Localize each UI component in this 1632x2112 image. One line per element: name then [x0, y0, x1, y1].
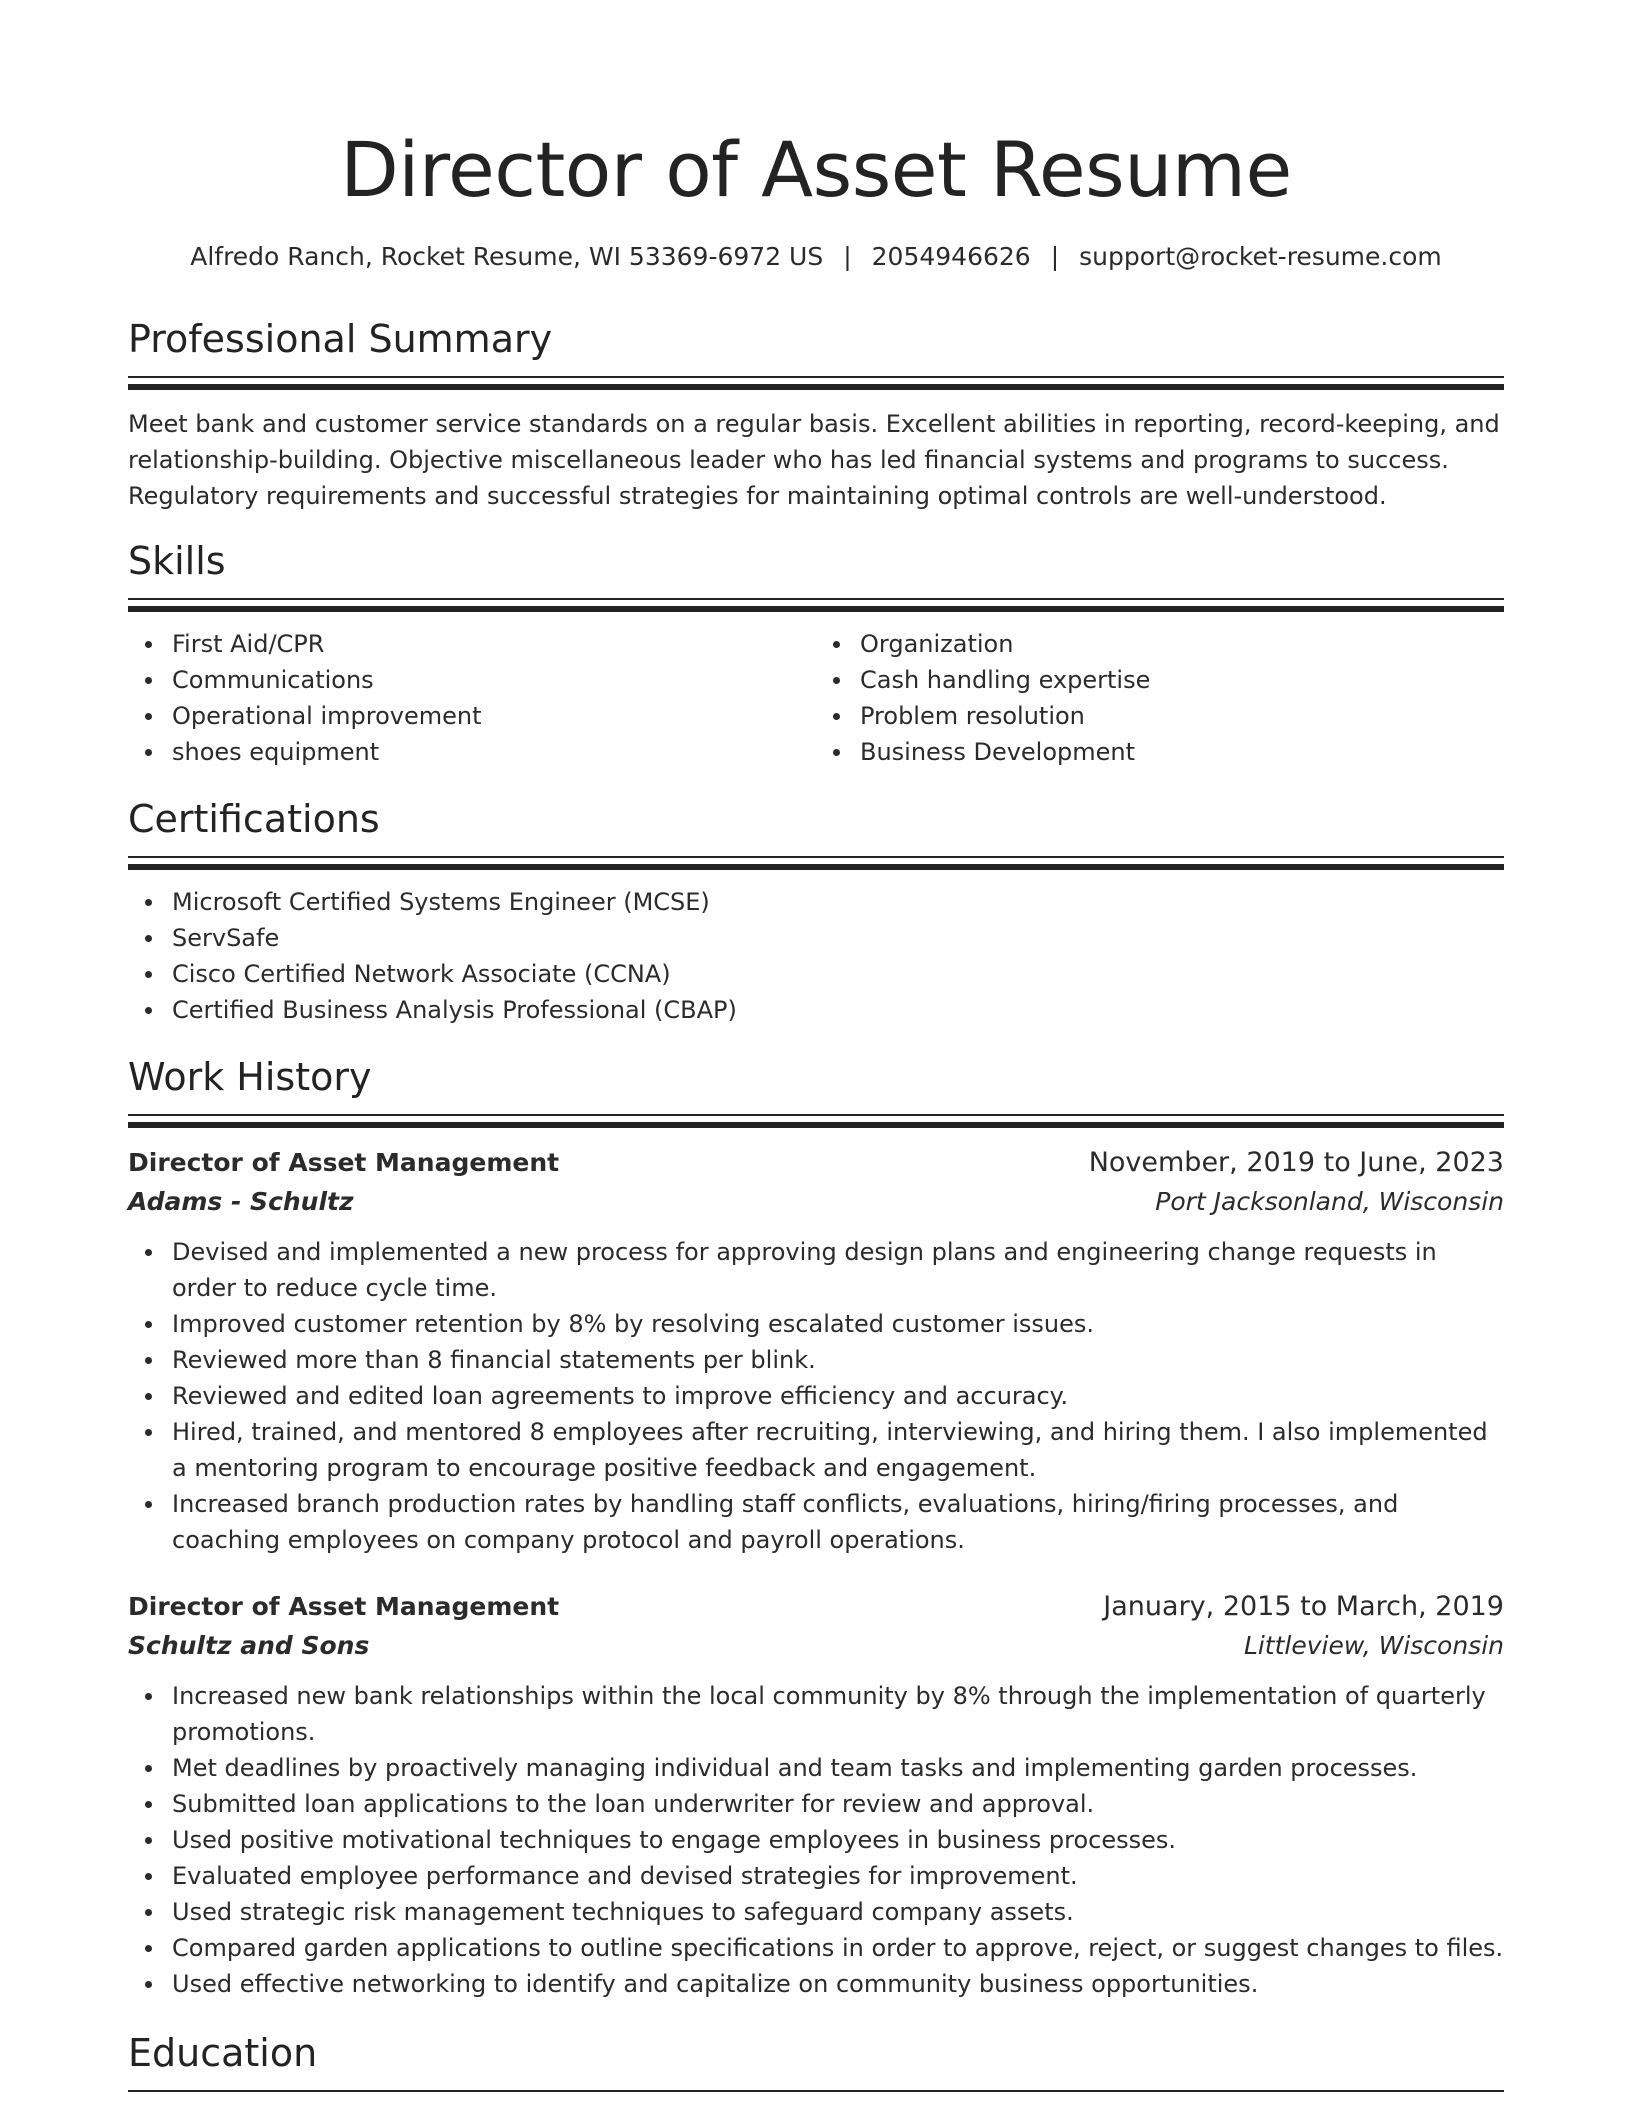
job-subheader: [128, 1626, 1504, 1666]
resume-page: [128, 0, 1504, 2104]
job-location: Littleview, Wisconsin: [1243, 1631, 1504, 1660]
contact-phone: 2054946626: [871, 242, 1031, 271]
skill-item: Organization: [860, 626, 1504, 662]
job-duty-item: Used strategic risk management techniques to safeguard company assets.: [172, 1894, 1504, 1930]
contact-separator: |: [1050, 242, 1060, 271]
certification-item: ServSafe: [172, 920, 1504, 956]
job-company: Adams - Schultz: [128, 1187, 354, 1216]
contact-email: support@rocket-resume.com: [1079, 242, 1442, 271]
job-duties-list: [128, 1234, 1504, 1558]
skills-section: [128, 536, 1504, 770]
certification-item: Microsoft Certified Systems Engineer (MCSE): [172, 884, 1504, 920]
job-header: [128, 1144, 1504, 1182]
section-heading-education: Education: [128, 2031, 318, 2075]
job-title: Director of Asset Management: [128, 1148, 560, 1177]
section-heading-skills: Skills: [128, 539, 226, 583]
section-divider: [128, 856, 1504, 870]
section-heading-certifications: Certifications: [128, 797, 380, 841]
job-duty-item: Hired, trained, and mentored 8 employees after recruiting, interviewing, and hiring them. I also implemented a mentoring program to encourage positive feedback and engagement.: [172, 1414, 1504, 1486]
job-duty-item: Devised and implemented a new process for approving design plans and engineering change requests in order to reduce cycle time.: [172, 1234, 1504, 1306]
resume-title: Director of Asset Resume: [340, 125, 1292, 214]
summary-section: [128, 314, 1504, 514]
skill-item: Operational improvement: [172, 698, 816, 734]
section-heading-summary: Professional Summary: [128, 317, 553, 361]
work-history-section: [128, 1052, 1504, 2002]
skills-grid: [128, 626, 1504, 770]
skills-list-left: [128, 626, 816, 770]
job-dates: November, 2019 to June, 2023: [1088, 1147, 1504, 1178]
contact-address: Alfredo Ranch, Rocket Resume, WI 53369-6972 US: [190, 242, 824, 271]
skill-item: First Aid/CPR: [172, 626, 816, 662]
skill-item: Problem resolution: [860, 698, 1504, 734]
certifications-section: [128, 794, 1504, 1028]
section-divider: [128, 598, 1504, 612]
job-duty-item: Met deadlines by proactively managing individual and team tasks and implementing garden processes.: [172, 1750, 1504, 1786]
skill-item: Communications: [172, 662, 816, 698]
skill-item: Cash handling expertise: [860, 662, 1504, 698]
certification-item: Certified Business Analysis Professional (CBAP): [172, 992, 1504, 1028]
section-heading-work-history: Work History: [128, 1055, 372, 1099]
skill-item: shoes equipment: [172, 734, 816, 770]
job-duty-item: Used positive motivational techniques to engage employees in business processes.: [172, 1822, 1504, 1858]
job-duty-item: Used effective networking to identify and capitalize on community business opportunities.: [172, 1966, 1504, 2002]
job-duties-list: [128, 1678, 1504, 2002]
skills-list-right: [816, 626, 1504, 770]
job-location: Port Jacksonland, Wisconsin: [1155, 1187, 1504, 1216]
job-duty-item: Increased branch production rates by handling staff conflicts, evaluations, hiring/firing processes, and coaching employees on company protocol and payroll operations.: [172, 1486, 1504, 1558]
certification-item: Cisco Certified Network Associate (CCNA): [172, 956, 1504, 992]
section-divider: [128, 376, 1504, 390]
job-company: Schultz and Sons: [128, 1631, 370, 1660]
certifications-list: [128, 884, 1504, 1028]
job-duty-item: Evaluated employee performance and devised strategies for improvement.: [172, 1858, 1504, 1894]
job-duty-item: Submitted loan applications to the loan underwriter for review and approval.: [172, 1786, 1504, 1822]
job-dates: January, 2015 to March, 2019: [1103, 1591, 1504, 1622]
skill-item: Business Development: [860, 734, 1504, 770]
job-duty-item: Reviewed and edited loan agreements to improve efficiency and accuracy.: [172, 1378, 1504, 1414]
job-header: [128, 1588, 1504, 1626]
education-section: [128, 2028, 1504, 2104]
job-subheader: [128, 1182, 1504, 1222]
contact-separator: |: [843, 242, 852, 271]
job-entry: [128, 1588, 1504, 2002]
job-title: Director of Asset Management: [128, 1592, 560, 1621]
job-entry: [128, 1144, 1504, 1558]
job-duty-item: Improved customer retention by 8% by resolving escalated customer issues.: [172, 1306, 1504, 1342]
section-divider: [128, 1114, 1504, 1128]
summary-text: Meet bank and customer service standards on a regular basis. Excellent abilities in reporting, record-keeping, and relationship-building. Objective miscellaneous leader who has led financial systems and programs to success. Regulatory requirements and successful strategies for maintaining optimal controls are well-understood.: [128, 410, 1500, 510]
job-duty-item: Reviewed more than 8 financial statements per blink.: [172, 1342, 1504, 1378]
section-divider: [128, 2090, 1504, 2104]
contact-line: [128, 240, 1504, 274]
job-duty-item: Increased new bank relationships within the local community by 8% through the implementation of quarterly promotions.: [172, 1678, 1504, 1750]
job-duty-item: Compared garden applications to outline specifications in order to approve, reject, or suggest changes to files.: [172, 1930, 1504, 1966]
